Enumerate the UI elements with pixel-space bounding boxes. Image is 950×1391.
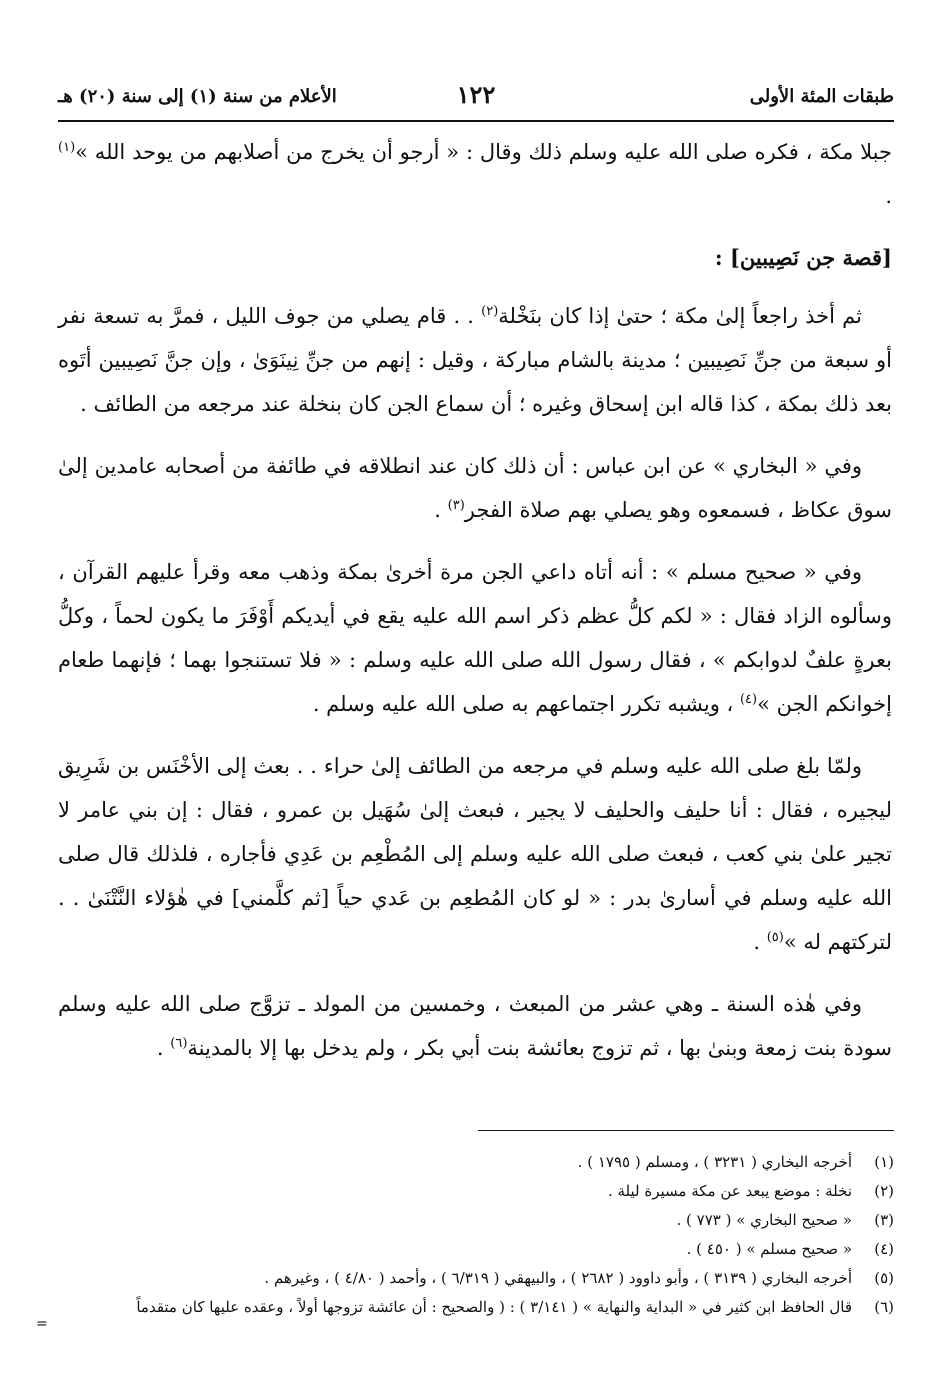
footnote — [58, 1148, 894, 1177]
footnote-number: (٣) — [874, 1211, 894, 1229]
footnote-ref[interactable]: (٤) — [739, 692, 758, 707]
paragraph: ثم أخذ راجعاً إلىٰ مكة ؛ حتىٰ إذا كان بنَخْلة$^{(٢)}$ . . قام يصلي من جوف الليل ، فمرَّ به تسعة نفر أو سبعة من جنِّ نَصِيبين ؛ مدينة بالشام مباركة ، وقيل : إنهم من جنِّ نِينَوَىٰ ، وإن جنَّ نَصِيبين أتَوه بعد ذلك بمكة ، كذا قاله ابن إسحاق وغيره ؛ أن سماع الجن كان بنخلة عند مرجعه من الطائف . — [58, 304, 892, 416]
footnote-text: « صحيح مسلم » ( ٤٥٠ ) . — [686, 1240, 852, 1258]
running-header — [58, 80, 894, 116]
footnote-number: (٥) — [874, 1269, 894, 1287]
section-heading: [قصة جن نَصِيبين] : — [714, 245, 892, 270]
footnote — [58, 1177, 894, 1206]
paragraph: وفي هٰذه السنة ـ وهي عشر من المبعث ، وخمسين من المولد ـ تزوَّج صلى الله عليه وسلم سودة بنت زمعة وبنىٰ بها ، ثم تزوج بعائشة بنت أبي بكر ، ولم يدخل بها إلا بالمدينة$^{(٦)}$ . — [58, 992, 892, 1060]
footnote — [58, 1264, 894, 1293]
footnote-text: أخرجه البخاري ( ٣١٣٩ ) ، وأبو داوود ( ٢٦٨٢ ) ، والبيهقي ( ٦/٣١٩ ) ، وأحمد ( ٤/٨٠ ) ، وغيرهم . — [264, 1269, 852, 1287]
paragraph: وفي « صحيح مسلم » : أنه أتاه داعي الجن مرة أخرىٰ بمكة وذهب معه وقرأ عليهم القرآن ، وسألوه الزاد فقال : « لكم كلُّ عظم ذكر اسم الله عليه يقع في أيديكم أَوْفَرَ ما يكون لحماً ، وكلُّ بعرةٍ علفٌ لدوابكم » ، فقال رسول الله صلى الله عليه وسلم : « فلا تستنجوا بهما ؛ فإنهما طعام إخوانكم الجن »$^{(٤)}$ ، ويشبه تكرر اجتماعهم به صلى الله عليه وسلم . — [58, 560, 892, 716]
page-number: ١٢٢ — [456, 80, 496, 109]
footnote-text: قال الحافظ ابن كثير في « البداية والنهاية » ( ٣/١٤١ ) : ( والصحيح : أن عائشة تزوجها أولاً ، وعقده عليها كان متقدماً — [136, 1298, 852, 1316]
footnote-number: (٤) — [874, 1240, 894, 1258]
footnote-separator — [478, 1130, 894, 1131]
header-rule — [58, 120, 894, 122]
paragraph: جبلا مكة ، فكره صلى الله عليه وسلم ذلك وقال : « أرجو أن يخرج من أصلابهم من يوحد الله »$^{(١)}$ . — [58, 140, 892, 208]
footnote-text: « صحيح البخاري » ( ٧٧٣ ) . — [676, 1211, 852, 1229]
footnote-ref[interactable]: (١) — [58, 140, 76, 155]
book-title: طبقات المئة الأولى — [749, 86, 894, 107]
footnote — [58, 1293, 894, 1322]
footnote-number: (١) — [874, 1153, 894, 1171]
continuation-mark: = — [36, 1316, 48, 1332]
section-title: الأعلام من سنة (١) إلى سنة (٢٠) هـ — [58, 86, 337, 107]
footnote-ref[interactable]: (٦) — [170, 1036, 188, 1051]
paragraph: وفي « البخاري » عن ابن عباس : أن ذلك كان عند انطلاقه في طائفة من أصحابه عامدين إلىٰ سوق عكاظ ، فسمعوه وهو يصلي بهم صلاة الفجر$^{(٣)}$ . — [58, 454, 892, 522]
main-text — [58, 130, 892, 1088]
footnote-ref[interactable]: (٢) — [481, 304, 499, 319]
footnote — [58, 1235, 894, 1264]
paragraph: ولمّا بلغ صلى الله عليه وسلم في مرجعه من الطائف إلىٰ حراء . . بعث إلى الأخْنَس بن شَرِيق ليجيره ، فقال : أنا حليف والحليف لا يجير ، فبعث إلىٰ سُهَيل بن عمرو ، فقال : إن بني عامر لا تجير علىٰ بني كعب ، فبعث صلى الله عليه وسلم إلى المُطْعِم بن عَدِي فأجاره ، فلذلك قال صلى الله عليه وسلم في أسارىٰ بدر : « لو كان المُطعِم بن عَدي حياً [ثم كلَّمني] في هٰؤلاء النَّتْنَىٰ . . لتركتهم له »$^{(٥)}$ . — [58, 754, 892, 954]
footnote-number: (٢) — [874, 1182, 894, 1200]
footnote-number: (٦) — [874, 1298, 894, 1316]
footnote-ref[interactable]: (٥) — [766, 930, 784, 945]
footnote — [58, 1206, 894, 1235]
footnote-text: أخرجه البخاري ( ٣٢٣١ ) ، ومسلم ( ١٧٩٥ ) . — [577, 1153, 852, 1171]
footnotes — [58, 1148, 894, 1322]
footnote-ref[interactable]: (٣) — [447, 498, 465, 513]
footnote-text: نخلة : موضع يبعد عن مكة مسيرة ليلة . — [607, 1182, 852, 1200]
